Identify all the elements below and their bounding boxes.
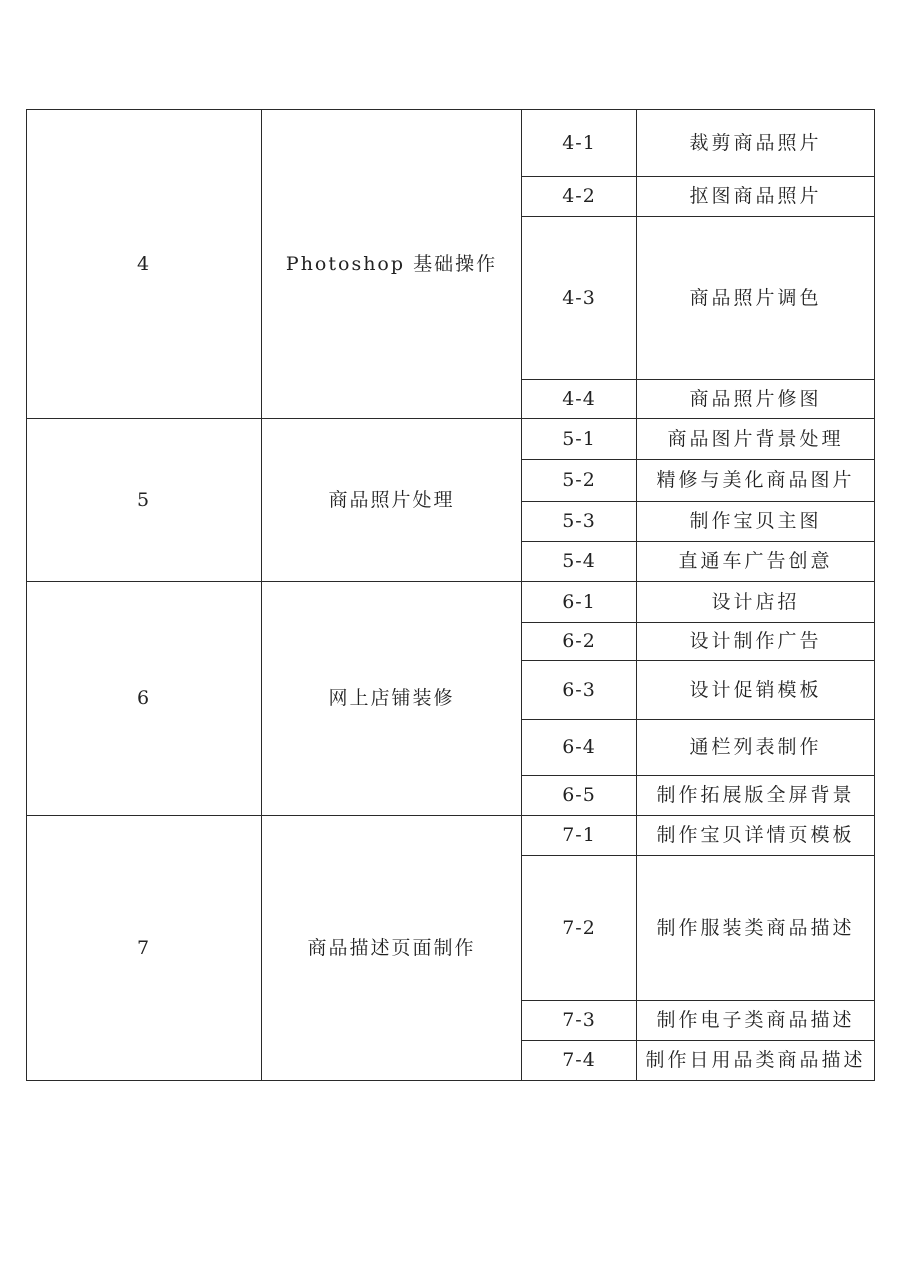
task-code: 5-1 bbox=[522, 419, 637, 460]
table-row bbox=[27, 582, 875, 623]
task-title: 制作电子类商品描述 bbox=[637, 1001, 875, 1041]
task-title: 设计店招 bbox=[637, 582, 875, 623]
task-title: 精修与美化商品图片 bbox=[637, 460, 875, 502]
task-title: 商品照片修图 bbox=[637, 380, 875, 419]
module-name: Photoshop 基础操作 bbox=[262, 110, 522, 419]
task-title: 制作宝贝详情页模板 bbox=[637, 816, 875, 856]
task-code: 4-2 bbox=[522, 177, 637, 217]
task-code: 7-2 bbox=[522, 856, 637, 1001]
module-name: 商品照片处理 bbox=[262, 419, 522, 582]
task-title: 设计制作广告 bbox=[637, 623, 875, 661]
task-code: 7-1 bbox=[522, 816, 637, 856]
course-module-table bbox=[26, 109, 875, 1081]
task-code: 6-1 bbox=[522, 582, 637, 623]
task-code: 6-4 bbox=[522, 720, 637, 776]
task-code: 4-4 bbox=[522, 380, 637, 419]
task-code: 6-5 bbox=[522, 776, 637, 816]
task-title: 设计促销模板 bbox=[637, 661, 875, 720]
task-title: 制作日用品类商品描述 bbox=[637, 1041, 875, 1081]
task-code: 5-3 bbox=[522, 502, 637, 542]
module-number: 6 bbox=[27, 582, 262, 816]
task-title: 通栏列表制作 bbox=[637, 720, 875, 776]
task-title: 商品照片调色 bbox=[637, 217, 875, 380]
table-row bbox=[27, 419, 875, 460]
task-code: 5-2 bbox=[522, 460, 637, 502]
table-row bbox=[27, 110, 875, 177]
task-title: 抠图商品照片 bbox=[637, 177, 875, 217]
module-name: 商品描述页面制作 bbox=[262, 816, 522, 1081]
task-code: 6-2 bbox=[522, 623, 637, 661]
module-name: 网上店铺装修 bbox=[262, 582, 522, 816]
task-title: 制作服装类商品描述 bbox=[637, 856, 875, 1001]
task-code: 7-4 bbox=[522, 1041, 637, 1081]
table-row bbox=[27, 816, 875, 856]
task-title: 商品图片背景处理 bbox=[637, 419, 875, 460]
task-code: 4-1 bbox=[522, 110, 637, 177]
module-number: 4 bbox=[27, 110, 262, 419]
task-title: 直通车广告创意 bbox=[637, 542, 875, 582]
task-title: 制作拓展版全屏背景 bbox=[637, 776, 875, 816]
task-code: 6-3 bbox=[522, 661, 637, 720]
task-title: 制作宝贝主图 bbox=[637, 502, 875, 542]
module-number: 7 bbox=[27, 816, 262, 1081]
task-code: 4-3 bbox=[522, 217, 637, 380]
task-title: 裁剪商品照片 bbox=[637, 110, 875, 177]
task-code: 7-3 bbox=[522, 1001, 637, 1041]
module-number: 5 bbox=[27, 419, 262, 582]
task-code: 5-4 bbox=[522, 542, 637, 582]
